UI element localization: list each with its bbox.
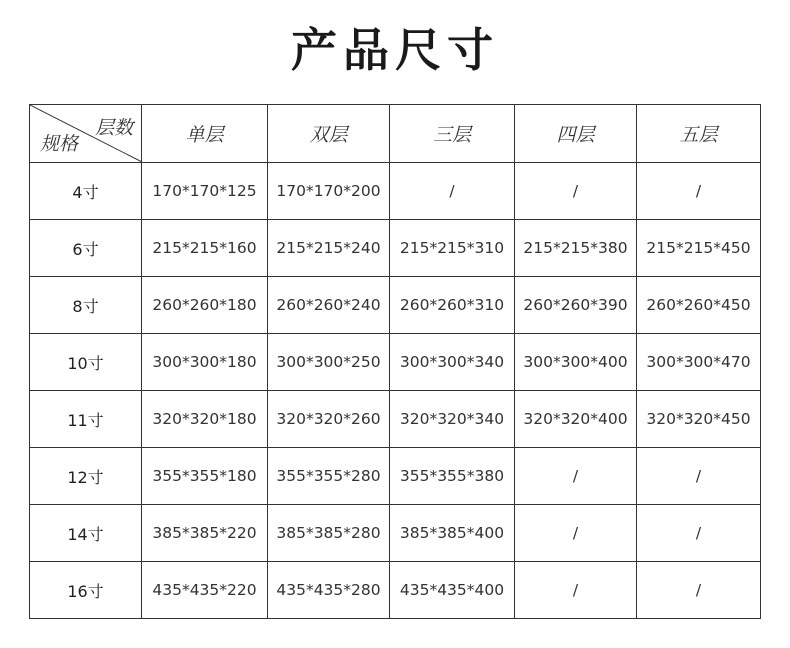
table-cell: 320*320*400 [515,391,637,448]
table-cell: 300*300*180 [142,334,268,391]
row-label: 8寸 [30,277,142,334]
table-cell: 435*435*400 [390,562,515,619]
table-row [30,220,761,277]
table-cell: / [637,163,761,220]
table-cell: 320*320*340 [390,391,515,448]
table-cell: / [515,505,637,562]
column-header: 单层 [142,105,268,163]
table-cell: 355*355*380 [390,448,515,505]
corner-spec-label: 规格 [40,133,79,155]
table-cell: / [515,163,637,220]
table-cell: / [637,562,761,619]
column-header: 五层 [637,105,761,163]
table-cell: 170*170*200 [268,163,390,220]
table-row [30,391,761,448]
table-cell: 170*170*125 [142,163,268,220]
table-cell: 300*300*470 [637,334,761,391]
table-cell: / [637,448,761,505]
table-cell: 300*300*340 [390,334,515,391]
column-header: 双层 [268,105,390,163]
table-row [30,562,761,619]
table-cell: 260*260*450 [637,277,761,334]
table-cell: / [390,163,515,220]
table-cell: 215*215*450 [637,220,761,277]
row-label: 14寸 [30,505,142,562]
corner-layers-label: 层数 [94,117,133,139]
table-cell: 435*435*220 [142,562,268,619]
table-cell: 215*215*160 [142,220,268,277]
table-cell: 320*320*260 [268,391,390,448]
table-cell: 300*300*250 [268,334,390,391]
table-row [30,163,761,220]
row-label: 6寸 [30,220,142,277]
table-cell: / [515,448,637,505]
table-cell: 320*320*180 [142,391,268,448]
row-label: 11寸 [30,391,142,448]
table-cell: 385*385*400 [390,505,515,562]
table-cell: 385*385*280 [268,505,390,562]
table-cell: 215*215*310 [390,220,515,277]
column-header: 三层 [390,105,515,163]
table-cell: / [515,562,637,619]
table-cell: 435*435*280 [268,562,390,619]
table-row [30,505,761,562]
table-cell: 215*215*240 [268,220,390,277]
page-title: 产品尺寸 [291,23,499,77]
table-cell: 215*215*380 [515,220,637,277]
table-cell: 260*260*390 [515,277,637,334]
corner-header-cell [30,105,142,163]
table-cell: / [637,505,761,562]
row-label: 12寸 [30,448,142,505]
table-cell: 260*260*310 [390,277,515,334]
table-row [30,448,761,505]
row-label: 10寸 [30,334,142,391]
row-label: 4寸 [30,163,142,220]
table-cell: 385*385*220 [142,505,268,562]
table-cell: 260*260*180 [142,277,268,334]
table-row [30,277,761,334]
table-cell: 300*300*400 [515,334,637,391]
table-row [30,334,761,391]
table-cell: 260*260*240 [268,277,390,334]
table-cell: 355*355*280 [268,448,390,505]
table-cell: 320*320*450 [637,391,761,448]
row-label: 16寸 [30,562,142,619]
column-header: 四层 [515,105,637,163]
header-row [30,105,761,163]
table-cell: 355*355*180 [142,448,268,505]
size-spec-table [29,104,761,619]
